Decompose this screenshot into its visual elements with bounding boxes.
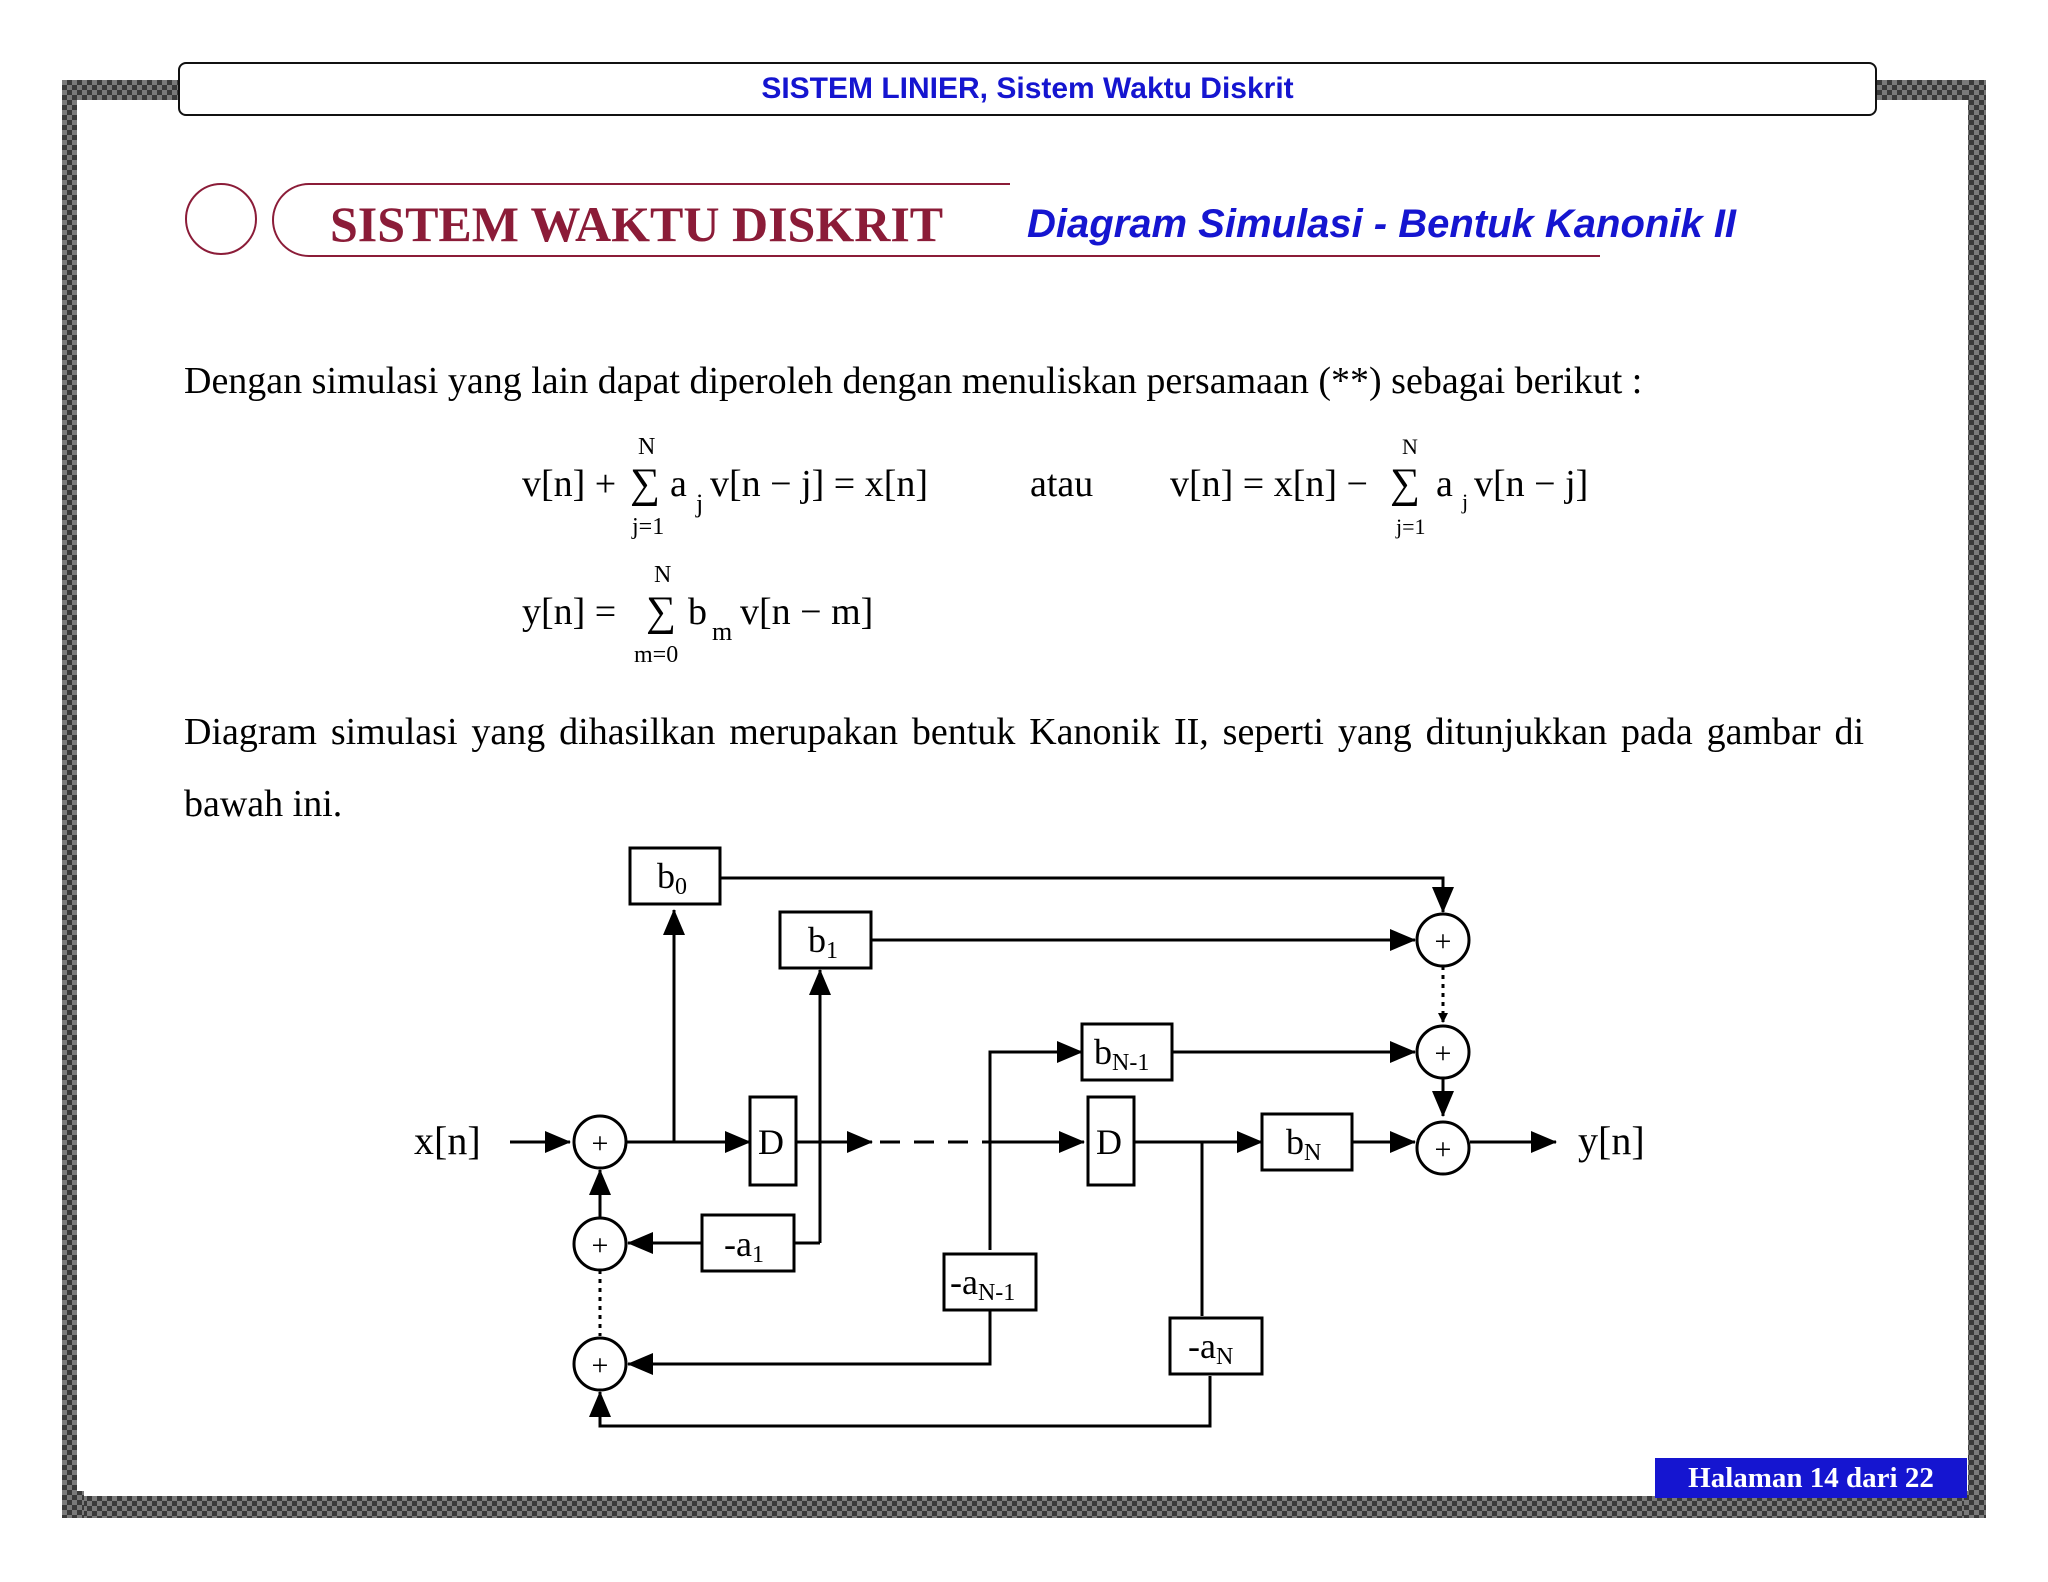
header-title: SISTEM LINIER, Sistem Waktu Diskrit — [761, 72, 1294, 105]
eq3-sigma: ∑ — [646, 589, 676, 635]
eq1-left: v[n] + — [522, 463, 617, 505]
gain-b1-label: b1 — [808, 920, 838, 964]
section-title: SISTEM WAKTU DISKRIT — [330, 196, 944, 252]
eq3-left: y[n] = — [522, 591, 617, 633]
gain-aN-label: -aN — [1188, 1326, 1234, 1370]
delay-1-label: D — [758, 1122, 784, 1162]
page-number-badge: Halaman 14 dari 22 — [1655, 1458, 1967, 1498]
description-paragraph: Diagram simulasi yang dihasilkan merupakan bentuk Kanonik II, seperti yang ditunjukkan pada gambar di bawah ini. — [184, 711, 1864, 825]
eq1-term: a — [670, 463, 687, 505]
section-subtitle: Diagram Simulasi - Bentuk Kanonik II — [1027, 202, 1737, 246]
delay-2-label: D — [1096, 1122, 1122, 1162]
eq1-sum-top: N — [638, 434, 656, 460]
eq2-rest: v[n − j] — [1474, 463, 1589, 505]
eq2-term: a — [1436, 463, 1453, 505]
gain-bN1-label: bN-1 — [1094, 1032, 1150, 1076]
gain-a1-label: -a1 — [724, 1224, 764, 1268]
plus-sign: + — [1434, 925, 1452, 958]
eq3-term: b — [688, 591, 707, 633]
input-label: x[n] — [414, 1118, 481, 1163]
eq1-sum-bottom: j=1 — [632, 514, 665, 540]
intro-paragraph: Dengan simulasi yang lain dapat diperoleh dengan menuliskan persamaan (**) sebagai berikut : — [184, 360, 1643, 402]
eq3-sum-bottom: m=0 — [634, 642, 679, 668]
eq2-sum-bottom: j=1 — [1396, 514, 1426, 539]
plus-sign: + — [1434, 1037, 1452, 1070]
eq2-sub: j — [1462, 489, 1469, 514]
eq2-sum-top: N — [1402, 434, 1418, 459]
eq1-sub: j — [696, 489, 704, 518]
eq2-sigma: ∑ — [1390, 461, 1420, 507]
eq-atau: atau — [1030, 463, 1094, 505]
eq3-sub: m — [712, 617, 733, 646]
gain-b0-label: b0 — [657, 856, 687, 900]
eq1-sigma: ∑ — [630, 461, 660, 507]
gain-aN1-label: -aN-1 — [950, 1262, 1016, 1306]
plus-sign: + — [591, 1127, 609, 1160]
eq1-rest: v[n − j] = x[n] — [710, 463, 929, 505]
output-label: y[n] — [1578, 1118, 1645, 1163]
plus-sign: + — [1434, 1133, 1452, 1166]
eq2-left: v[n] = x[n] − — [1170, 463, 1368, 505]
plus-sign: + — [591, 1229, 609, 1262]
eq3-rest: v[n − m] — [740, 591, 874, 633]
gain-bN-label: bN — [1286, 1122, 1322, 1166]
eq3-sum-top: N — [654, 562, 672, 588]
plus-sign: + — [591, 1349, 609, 1382]
